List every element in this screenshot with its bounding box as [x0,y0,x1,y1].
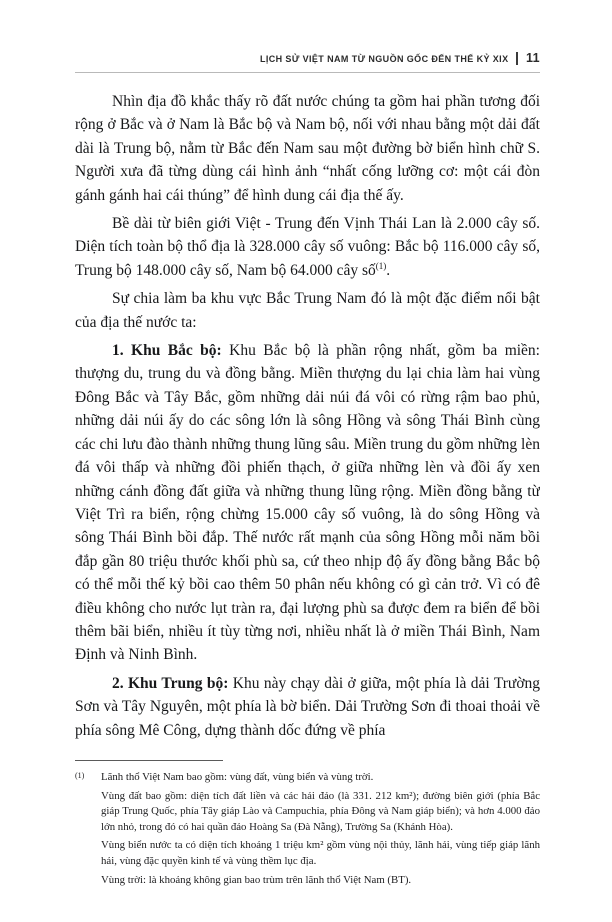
paragraph-text: Khu Bắc bộ là phần rộng nhất, gồm ba miền: thượng du, trung du và đồng bằng. Miền thượng du lại chia làm hai vùng Đông Bắc và Tây Bắc, gồm những dải núi đá vôi có rừng rậm bao phủ, những dải núi ấy do các sông lớn là sông Hồng và sông Thái Bình cùng các chi lưu đào thành những thung lũng sâu. Miền trung du gồm những lèn đá vôi thấp và những đồi phiến thạch, ở giữa những lèn và đồi ấy xen những cánh đồng đất giữa và những thung lũng rộng. Miền đồng bằng từ Việt Trì ra biển, rộng chừng 15.000 cây số vuông, là do sông Hồng và sông Thái Bình bồi đắp. Thế nước rất mạnh của sông Hồng mỗi năm bồi đắp gần 80 triệu thước khối phù sa, cứ theo nhịp độ ấy đồng bằng Bắc bộ có thể mỗi thế kỷ bồi cao thêm 50 phân nếu không có gì cản trở. Vì có đê điều không cho nước lụt tràn ra, đại lượng phù sa được đem ra biển để bồi thêm bãi biển, nhiều ít tùy từng nơi, nhiều nhất là ở miền Thái Bình, Nam Định và Ninh Bình. [75,342,540,664]
body-text [75,90,540,762]
section-lead: 1. Khu Bắc bộ: [112,342,222,360]
running-title: LỊCH SỬ VIỆT NAM TỪ NGUỒN GỐC ĐẾN THẾ KỶ XIX [259,53,509,64]
footnote-block: Vùng đất bao gồm: diện tích đất liền và các hải đảo (là 331. 212 km²); đường biên giới (phía Bắc giáp Trung Quốc, phía Tây giáp Lào và Campuchia, phía Đông và Nam giáp biển); và hơn 4.000 đảo lớn nhỏ, trong đó có hai quần đảo Hoàng Sa (Đà Nẵng), Trường Sa (Khánh Hòa). [101,789,540,833]
footnote-text: Lãnh thổ Việt Nam bao gồm: vùng đất, vùng biển và vùng trời. [101,771,374,783]
footnote-block: Vùng biển nước ta có diện tích khoảng 1 triệu km² gồm vùng nội thủy, lãnh hải, vùng tiếp giáp lãnh hải, vùng đặc quyền kinh tế và vùng thềm lục địa. [101,839,540,867]
page-number: 11 [525,51,540,65]
footnote-divider [75,760,223,761]
paragraph-text: Sự chia làm ba khu vực Bắc Trung Nam đó là một đặc điểm nổi bật của địa thế nước ta: [75,290,540,331]
paragraph-text: Nhìn địa đồ khắc thấy rõ đất nước chúng ta gồm hai phần tương đối rộng ở Bắc và ở Nam là Bắc bộ và Nam bộ, nối với nhau bằng một dải đất dài là Trung bộ, nằm từ Bắc đến Nam sau một đường bờ biển hình chữ S. Người xưa đã từng dùng cái hình ảnh “nhất cống lưỡng cơ: một cái đòn gánh gánh hai cái thúng” để hình dung cái địa thế ấy. [75,93,540,204]
footnote-ref: (1) [375,260,387,271]
header-divider [516,52,518,65]
paragraph [75,90,540,207]
footnote-marker: (1) [75,771,85,780]
page-header [75,52,540,65]
footnote-block: Vùng trời: là khoảng không gian bao trùm trên lãnh thổ Việt Nam (BT). [101,873,412,886]
paragraph [75,672,540,742]
paragraph-text: Khu này chạy dài ở giữa, một phía là dải Trường Sơn và Tây Nguyên, một phía là bờ biển. Dải Trường Sơn đi thoai thoải về phía sông Mê Công, dựng thành dốc đứng về phía [75,674,540,739]
footnote-block [75,770,540,786]
paragraph-text-tail: . [386,261,391,279]
section-lead: 2. Khu Trung bộ: [112,674,229,692]
paragraph [75,287,540,334]
paragraph [75,339,540,667]
header-rule [75,72,540,73]
paragraph-text: Bề dài từ biên giới Việt - Trung đến Vịnh Thái Lan là 2.000 cây số. Diện tích toàn bộ thổ địa là 328.000 cây số vuông: Bắc bộ 116.000 cây số, Trung bộ 148.000 cây số, Nam bộ 64.000 cây số [75,215,540,279]
footnote-section [75,760,540,891]
paragraph [75,212,540,282]
